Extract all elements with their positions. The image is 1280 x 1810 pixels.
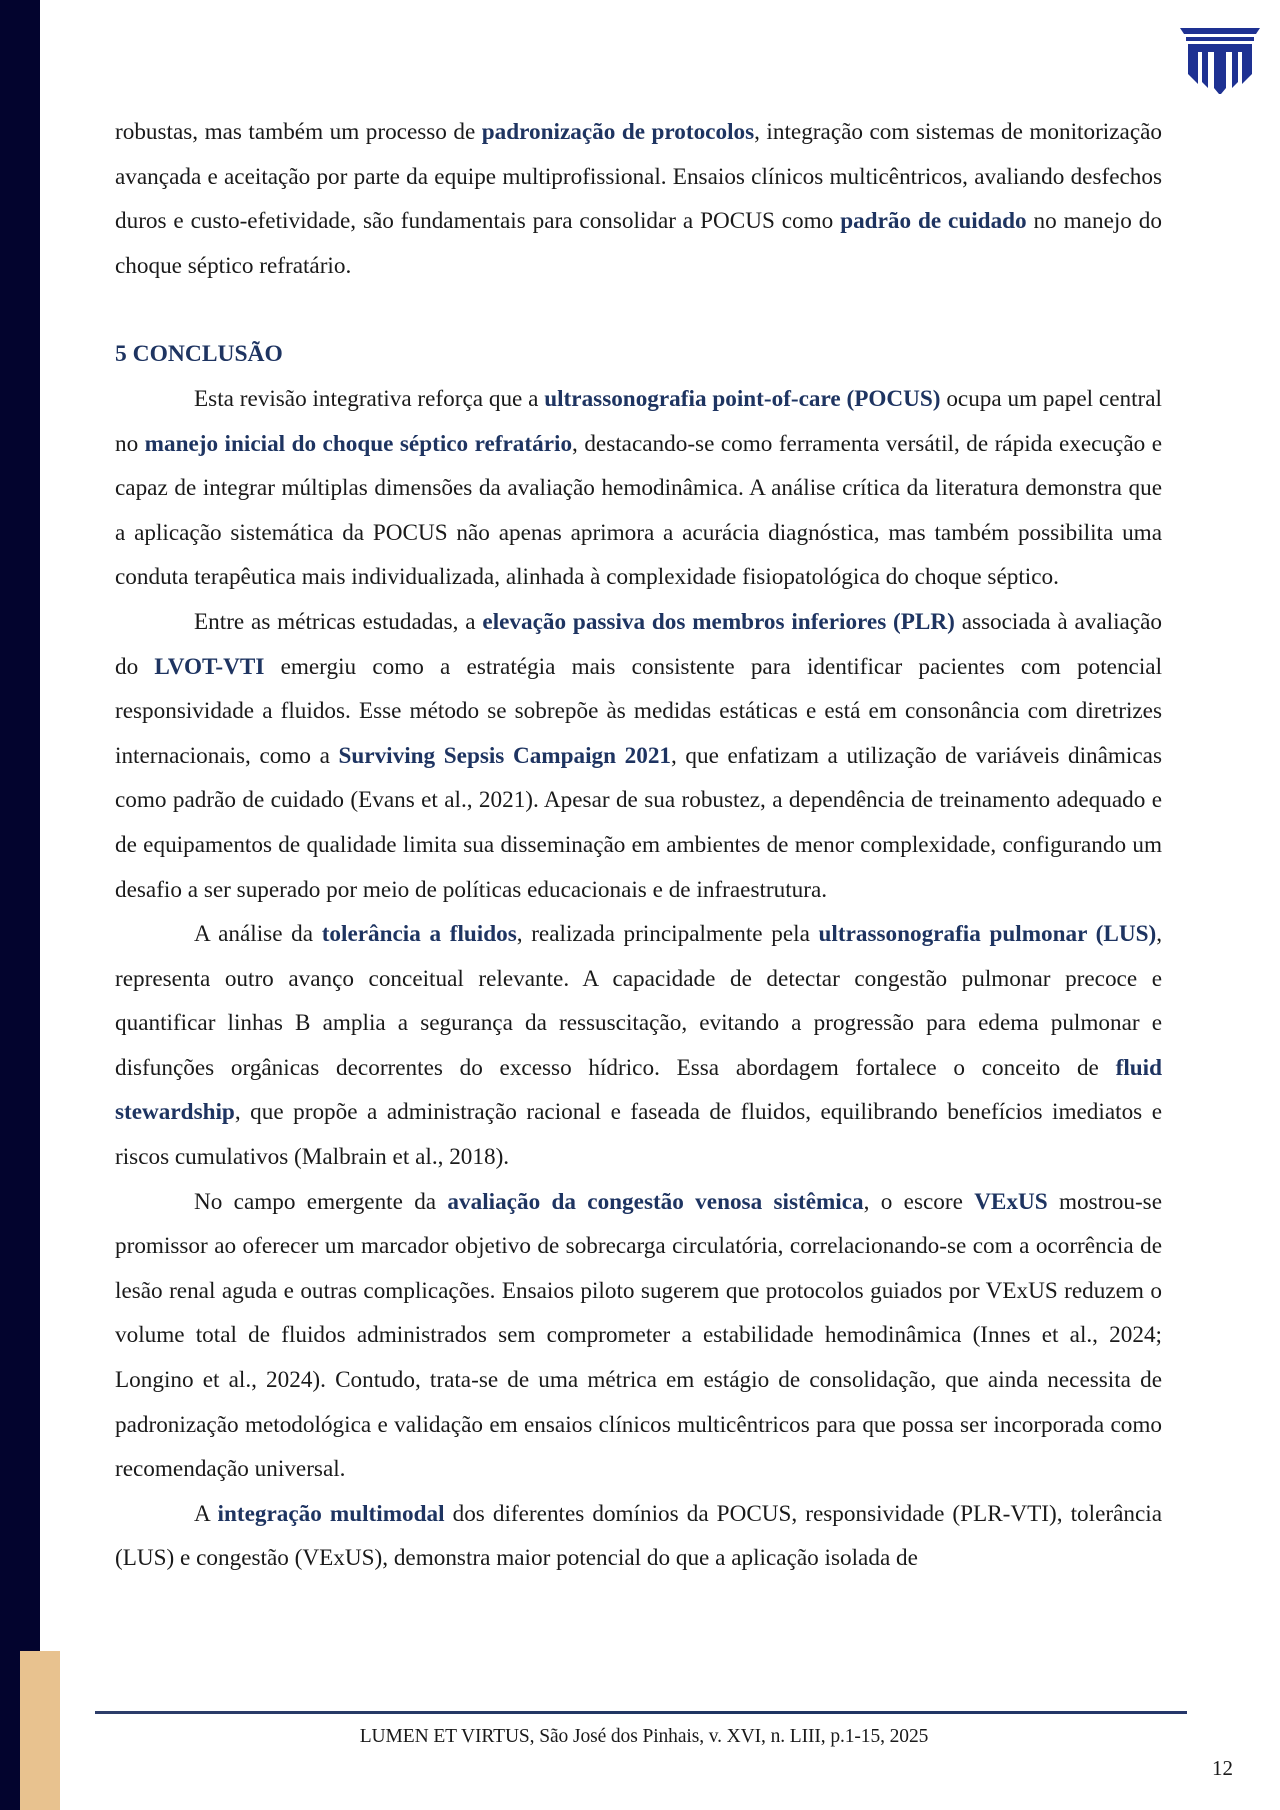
sidebar-decoration-dark [0, 0, 40, 1810]
highlighted-term: manejo inicial do choque séptico refratário [144, 430, 573, 457]
paragraph: A integração multimodal dos diferentes domínios da POCUS, responsividade (PLR-VTI), tolerância (LUS) e congestão (VExUS), demonstra maior potencial do que a aplicação isolada de [115, 1500, 1162, 1572]
highlighted-term: ultrassonografia point-of-care (POCUS) [544, 385, 941, 412]
footer-divider [95, 1711, 1187, 1714]
highlighted-term: tolerância a fluidos [321, 921, 517, 948]
highlighted-term: VExUS [974, 1188, 1048, 1215]
highlighted-term: integração multimodal [217, 1500, 445, 1527]
article-body [115, 110, 1162, 1581]
highlighted-term: avaliação da congestão venosa sistêmica [447, 1188, 864, 1215]
paragraph: A análise da tolerância a fluidos, realizada principalmente pela ultrassonografia pulmonar (LUS), representa outro avanço conceitual relevante. A capacidade de detectar congestão pulmonar precoce e quantificar linhas B amplia a segurança da ressuscitação, evitando a progressão para edema pulmonar e disfunções orgânicas decorrentes do excesso hídrico. Essa abordagem fortalece o conceito de fluid stewardship, que propõe a administração racional e faseada de fluidos, equilibrando benefícios imediatos e riscos cumulativos (Malbrain et al., 2018). [115, 921, 1162, 1171]
highlighted-term: LVOT-VTI [154, 653, 265, 680]
paragraph: robustas, mas também um processo de padronização de protocolos, integração com sistemas de monitorização avançada e aceitação por parte da equipe multiprofissional. Ensaios clínicos multicêntricos, avaliando desfechos duros e custo-efetividade, são fundamentais para consolidar a POCUS como padrão de cuidado no manejo do choque séptico refratário. [115, 119, 1162, 279]
classical-column-icon [1180, 22, 1260, 94]
journal-citation: LUMEN ET VIRTUS, São José dos Pinhais, v. XVI, n. LIII, p.1-15, 2025 [359, 1726, 929, 1747]
paragraph: No campo emergente da avaliação da congestão venosa sistêmica, o escore VExUS mostrou-se promissor ao oferecer um marcador objetivo de sobrecarga circulatória, correlacionando-se com a ocorrência de lesão renal aguda e outras complicações. Ensaios piloto sugerem que protocolos guiados por VExUS reduzem o volume total de fluidos administrados sem comprometer a estabilidade hemodinâmica (Innes et al., 2024; Longino et al., 2024). Contudo, trata-se de uma métrica em estágio de consolidação, que ainda necessita de padronização metodológica e validação em ensaios clínicos multicêntricos para que possa ser incorporada como recomendação universal. [115, 1188, 1162, 1483]
page-number: 12 [1212, 1756, 1233, 1780]
highlighted-term: fluid stewardship [115, 1054, 1162, 1126]
highlighted-term: Surviving Sepsis Campaign 2021 [338, 742, 672, 769]
highlighted-term: ultrassonografia pulmonar (LUS) [818, 921, 1157, 948]
paragraph: Esta revisão integrativa reforça que a ultrassonografia point-of-care (POCUS) ocupa um papel central no manejo inicial do choque séptico refratário, destacando-se como ferramenta versátil, de rápida execução e capaz de integrar múltiplas dimensões da avaliação hemodinâmica. A análise crítica da literatura demonstra que a aplicação sistemática da POCUS não apenas aprimora a acurácia diagnóstica, mas também possibilita uma conduta terapêutica mais individualizada, alinhada à complexidade fisiopatológica do choque séptico. [115, 385, 1162, 591]
paragraph: Entre as métricas estudadas, a elevação passiva dos membros inferiores (PLR) associada à avaliação do LVOT-VTI emergiu como a estratégia mais consistente para identificar pacientes com potencial responsividade a fluidos. Esse método se sobrepõe às medidas estáticas e está em consonância com diretrizes internacionais, como a Surviving Sepsis Campaign 2021, que enfatizam a utilização de variáveis dinâmicas como padrão de cuidado (Evans et al., 2021). Apesar de sua robustez, a dependência de treinamento adequado e de equipamentos de qualidade limita sua disseminação em ambientes de menor complexidade, configurando um desafio a ser superado por meio de políticas educacionais e de infraestrutura. [115, 608, 1163, 903]
highlighted-term: padronização de protocolos [481, 119, 755, 145]
highlighted-term: elevação passiva dos membros inferiores (PLR) [482, 608, 955, 635]
highlighted-term: padrão de cuidado [840, 208, 1027, 235]
section-heading: 5 CONCLUSÃO [115, 341, 283, 368]
